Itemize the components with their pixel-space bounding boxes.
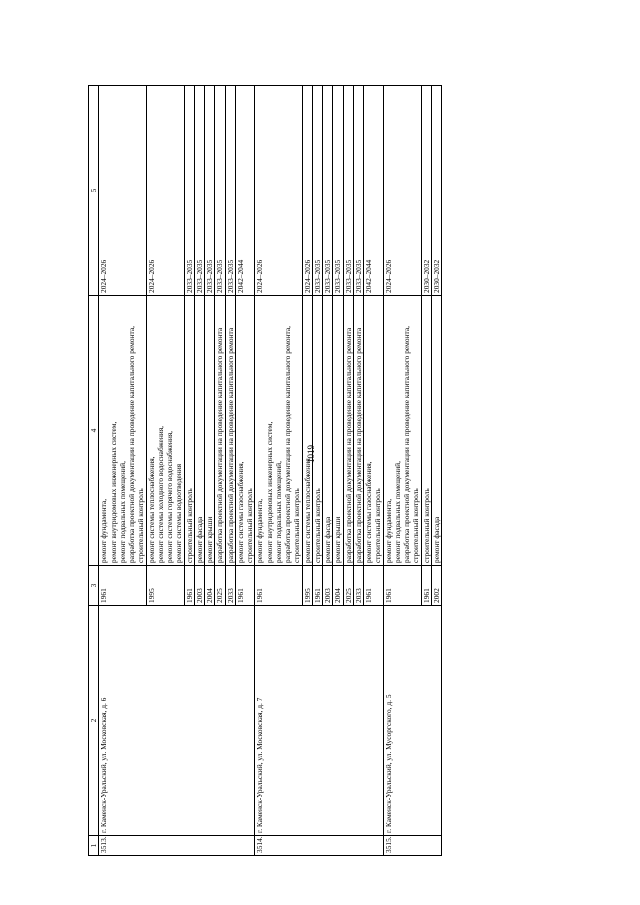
repair-schedule-table <box>88 85 442 856</box>
page-number-text: 1019 <box>306 445 316 463</box>
object-number: 3515. <box>383 836 442 856</box>
work-cell: строительный контроль <box>184 296 194 566</box>
rotated-table-wrapper <box>88 86 600 856</box>
work-cell: ремонт фундамента, ремонт внутридомовых инженерных систем, ремонт подвальных помещений, разработка проектной документации на проведение капитального ремонта, строительный контроль <box>255 296 302 566</box>
year-cell: 2003 <box>323 566 333 606</box>
work-cell: разработка проектной документации на проведение капитального ремонта <box>353 296 363 566</box>
work-cell: разработка проектной документации на проведение капитального ремонта <box>343 296 353 566</box>
work-cell: ремонт крыши <box>205 296 215 566</box>
table-row <box>99 86 146 856</box>
period-cell: 2042–2044 <box>235 86 255 296</box>
period-cell: 2024–2026 <box>383 86 421 296</box>
object-number: 3514. <box>255 836 383 856</box>
header-cell-3: 3 <box>89 566 99 606</box>
year-cell: 1995 <box>146 566 184 606</box>
period-cell: 2033–2035 <box>215 86 225 296</box>
year-cell: 1961 <box>99 566 146 606</box>
year-cell: 1961 <box>421 566 431 606</box>
year-cell: 1961 <box>255 566 302 606</box>
period-cell: 2033–2035 <box>194 86 204 296</box>
period-cell: 2033–2035 <box>343 86 353 296</box>
object-address: г. Каменск-Уральский, ул. Московская, д. 6 <box>99 606 255 836</box>
period-cell: 2033–2035 <box>312 86 322 296</box>
year-cell: 2025 <box>343 566 353 606</box>
year-cell: 2033 <box>225 566 235 606</box>
object-number: 3513. <box>99 836 255 856</box>
year-cell: 2003 <box>194 566 204 606</box>
year-cell: 2002 <box>431 566 441 606</box>
work-cell: ремонт фасада <box>431 296 441 566</box>
work-cell: ремонт фасада <box>194 296 204 566</box>
period-cell: 2033–2035 <box>205 86 215 296</box>
work-cell: разработка проектной документации на проведение капитального ремонта <box>215 296 225 566</box>
period-cell: 2033–2035 <box>333 86 343 296</box>
table-row <box>383 86 421 856</box>
year-cell: 1961 <box>383 566 421 606</box>
work-cell: разработка проектной документации на проведение капитального ремонта <box>225 296 235 566</box>
year-cell: 1995 <box>302 566 312 606</box>
period-cell: 2024–2026 <box>255 86 302 296</box>
year-cell: 2004 <box>205 566 215 606</box>
table-row <box>255 86 302 856</box>
object-address: г. Каменск-Уральский, ул. Мусоргского, д. 5 <box>383 606 442 836</box>
period-cell: 2030–2032 <box>431 86 441 296</box>
header-cell-2: 2 <box>89 606 99 836</box>
period-cell: 2033–2035 <box>184 86 194 296</box>
year-cell: 1961 <box>312 566 322 606</box>
header-cell-5: 5 <box>89 86 99 296</box>
work-cell: ремонт фасада <box>323 296 333 566</box>
object-address: г. Каменск-Уральский, ул. Московская, д. 7 <box>255 606 383 836</box>
table-body <box>89 86 442 856</box>
header-cell-4: 4 <box>89 296 99 566</box>
work-cell: ремонт системы газоснабжения, строительный контроль <box>235 296 255 566</box>
work-cell: ремонт крыши <box>333 296 343 566</box>
year-cell: 1961 <box>364 566 384 606</box>
work-cell: ремонт фундамента, ремонт внутридомовых инженерных систем, ремонт подвальных помещений, разработка проектной документации на проведение капитального ремонта, строительный контроль <box>99 296 146 566</box>
period-cell: 2024–2026 <box>302 86 312 296</box>
period-cell: 2033–2035 <box>323 86 333 296</box>
year-cell: 2033 <box>353 566 363 606</box>
header-row <box>89 86 99 856</box>
work-cell: ремонт фундамента, ремонт подвальных помещений, разработка проектной документации на проведение капитального ремонта, строительный контроль <box>383 296 421 566</box>
work-cell: строительный контроль <box>312 296 322 566</box>
year-cell: 2025 <box>215 566 225 606</box>
period-cell: 2033–2035 <box>353 86 363 296</box>
work-cell: ремонт системы газоснабжения, строительный контроль <box>364 296 384 566</box>
work-cell: ремонт системы теплоснабжения, ремонт системы холодного водоснабжения, ремонт системы горячего водоснабжения, ремонт системы водоотведения <box>146 296 184 566</box>
year-cell: 1961 <box>184 566 194 606</box>
period-cell: 2024–2026 <box>146 86 184 296</box>
header-cell-1: 1 <box>89 836 99 856</box>
period-cell: 2042–2044 <box>364 86 384 296</box>
period-cell: 2024–2026 <box>99 86 146 296</box>
work-cell: ремонт системы теплоснабжения <box>302 296 312 566</box>
period-cell: 2033–2035 <box>225 86 235 296</box>
year-cell: 1961 <box>235 566 255 606</box>
period-cell: 2030–2032 <box>421 86 431 296</box>
year-cell: 2004 <box>333 566 343 606</box>
work-cell: строительный контроль <box>421 296 431 566</box>
